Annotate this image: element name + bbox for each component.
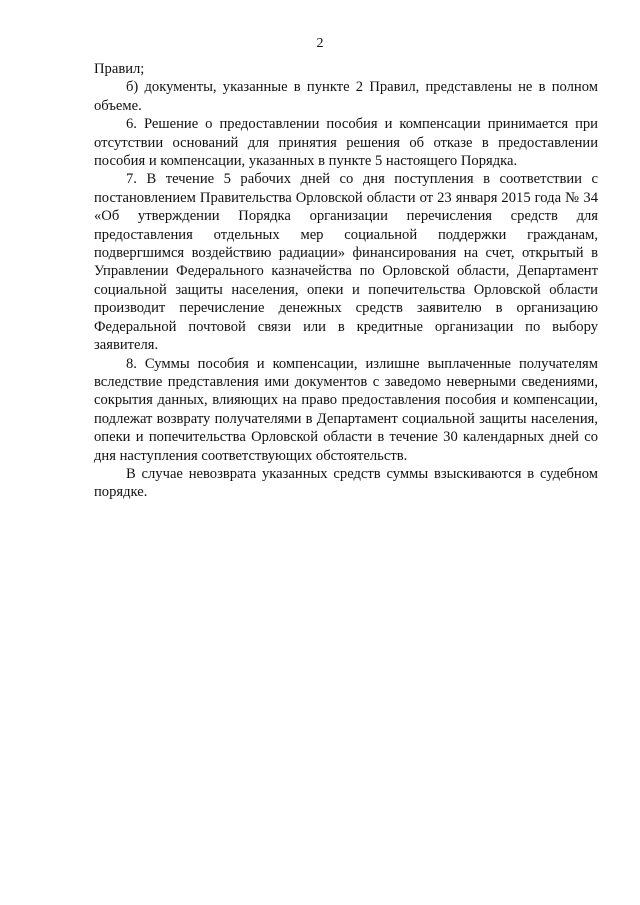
paragraph-item-b: б) документы, указанные в пункте 2 Правил, представлены не в полном объеме.	[94, 79, 598, 114]
paragraph-rules-continuation: Правил;	[94, 61, 145, 77]
page-number: 2	[316, 36, 324, 51]
paragraph-non-return: В случае невозврата указанных средств суммы взыскиваются в судебном порядке.	[94, 465, 598, 501]
paragraph-7: 7. В течение 5 рабочих дней со дня поступления в соответствии с постановлением Правительства Орловской области от 23 января 2015 года № 34 «Об утверждении Порядка организации перечисления средств для предоставления отдельных мер социальной поддержки гражданам, подвергшимся воздействию радиации» финансирования на счет, открытый в Управлении Федерального казначейства по Орловской области, Департамент социальной защиты населения, опеки и попечительства Орловской области производит перечисление денежных средств заявителю в организацию Федеральной почтовой связи или в кредитные организации по выбору заявителя.	[94, 171, 598, 354]
paragraph-6: 6. Решение о предоставлении пособия и компенсации принимается при отсутствии оснований для принятия решения об отказе в предоставлении пособия и компенсации, указанных в пункте 5 настоящего Порядка.	[94, 116, 598, 170]
document-body	[94, 60, 598, 502]
paragraph-8: 8. Суммы пособия и компенсации, излишне выплаченные получателям вследствие представления ими документов с заведомо неверными сведениями, сокрытия данных, влияющих на право предоставления пособия и компенсации, подлежат возврату получателями в Департамент социальной защиты населения, опеки и попечительства Орловской области в течение 30 календарных дней со дня наступления соответствующих обстоятельств.	[94, 355, 598, 464]
